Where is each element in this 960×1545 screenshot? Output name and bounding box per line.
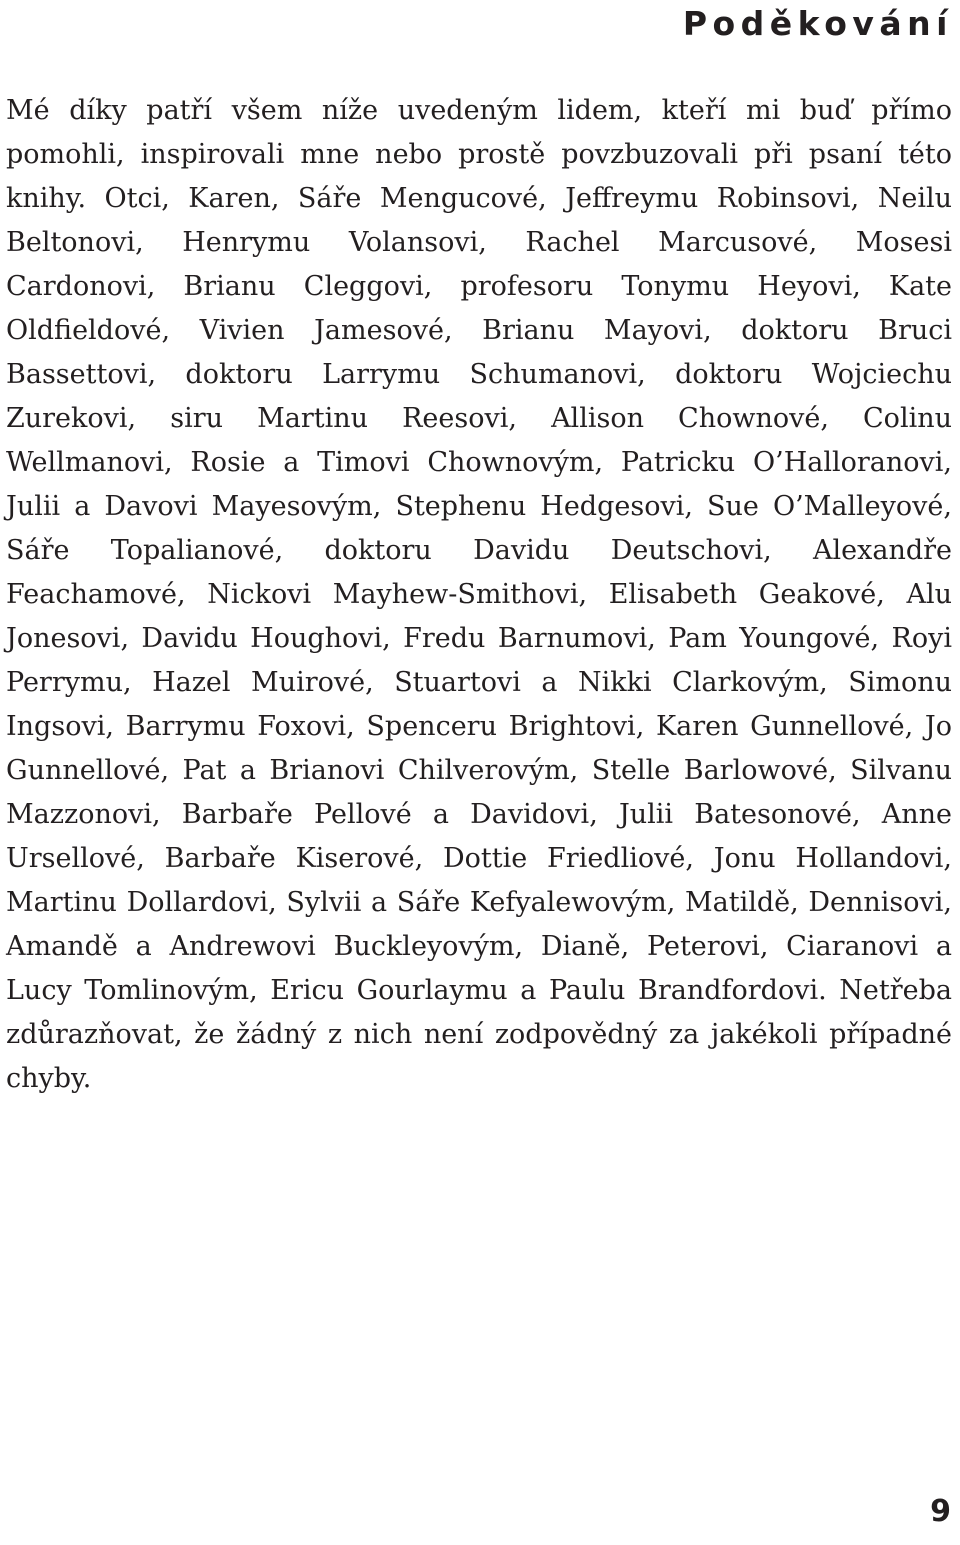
page-title: Poděkování bbox=[682, 4, 953, 43]
acknowledgements-paragraph: Mé díky patří všem níže uvedeným lidem, kteří mi buď přímo pomohli, inspirovali mne nebo prostě povzbuzovali při psaní této knihy. Otci, Karen, Sáře Mengucové, Jeffreymu Robinsovi, Neilu Beltonovi, Henrymu Volansovi, Rachel Marcusové, Mosesi Cardonovi, Brianu Cleggovi, profesoru Tonymu Heyovi, Kate Oldfieldové, Vivien Jamesové, Brianu Mayovi, doktoru Bruci Bassettovi, doktoru Larrymu Schumanovi, doktoru Wojciechu Zurekovi, siru Martinu Reesovi, Allison Chownové, Colinu Wellmanovi, Rosie a Timovi Chownovým, Patricku O’Halloranovi, Julii a Davovi Mayesovým, Stephenu Hedgesovi, Sue O’Malleyové, Sáře Topalianové, doktoru Davidu Deutschovi, Alexandře Feachamové, Nickovi Mayhew-Smithovi, Elisabeth Geakové, Alu Jonesovi, Davidu Houghovi, Fredu Barnumovi, Pam Youngové, Royi Perrymu, Hazel Muirové, Stuartovi a Nikki Clarkovým, Simonu Ingsovi, Barrymu Foxovi, Spenceru Brightovi, Karen Gunnellové, Jo Gunnellové, Pat a Brianovi Chilverovým, Stelle Barlowové, Silvanu Mazzonovi, Barbaře Pellové a Davidovi, Julii Batesonové, Anne Ursellové, Barbaře Kiserové, Dottie Friedliové, Jonu Hollandovi, Martinu Dollardovi, Sylvii a Sáře Kefyalewovým, Matildě, Dennisovi, Amandě a Andrewovi Buckleyovým, Dianě, Peterovi, Ciaranovi a Lucy Tomlinovým, Ericu Gourlaymu a Paulu Brandfordovi. Netřeba zdůrazňovat, že žádný z nich není zodpovědný za jakékoli případné chyby. bbox=[6, 95, 952, 1094]
page-number: 9 bbox=[930, 1494, 951, 1529]
